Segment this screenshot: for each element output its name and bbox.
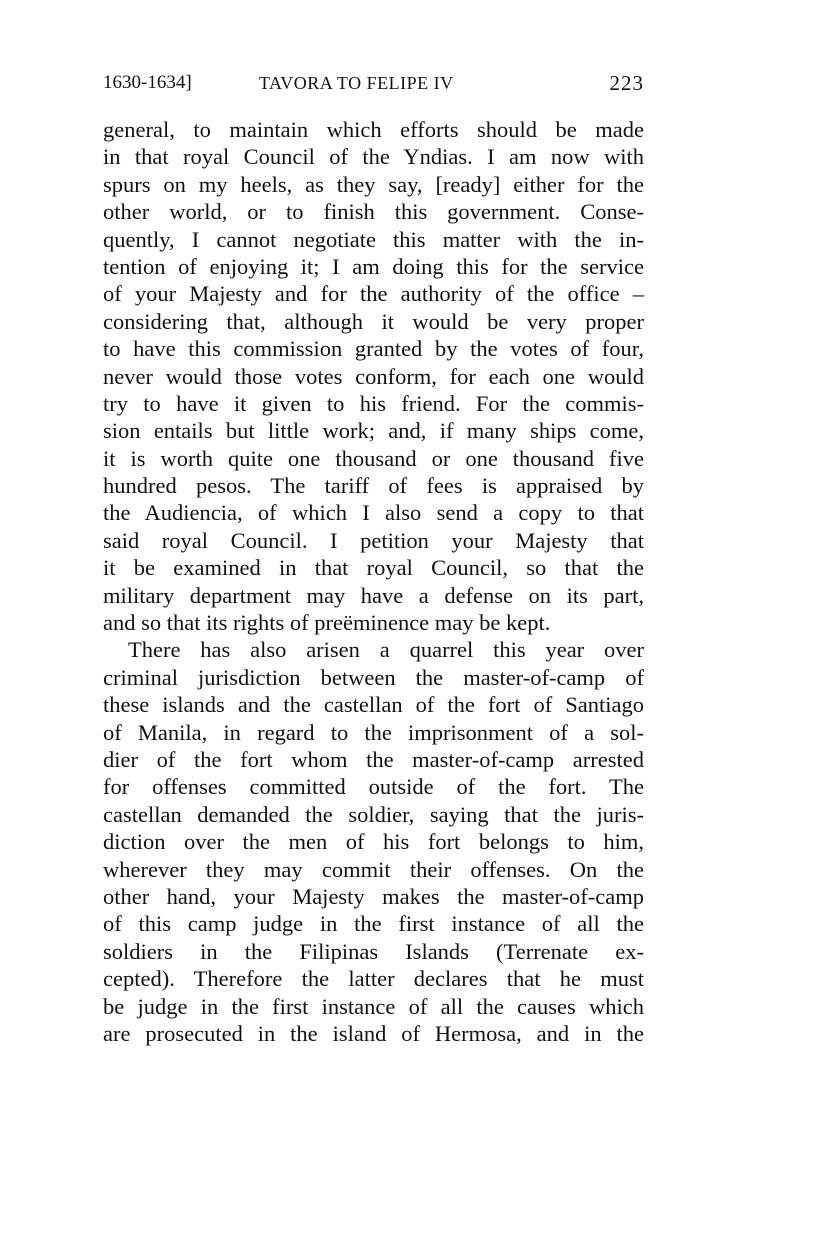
- text-line: the Audiencia, of which I also send a copy to that: [103, 500, 644, 526]
- text-line: spurs on my heels, as they say, [ready] either for the: [103, 171, 644, 197]
- text-line: wherever they may commit their offenses. On the: [103, 856, 644, 882]
- text-line: military department may have a defense on its part,: [103, 582, 644, 608]
- text-line: sion entails but little work; and, if many ships come,: [103, 418, 644, 444]
- text-line: for offenses committed outside of the fort. The: [103, 774, 644, 800]
- text-line: are prosecuted in the island of Hermosa, and in the: [103, 1020, 644, 1046]
- text-line: of your Majesty and for the authority of the office –: [103, 281, 644, 307]
- text-line: never would those votes conform, for each one would: [103, 363, 644, 389]
- text-line: of Manila, in regard to the imprisonment of a sol-: [103, 719, 644, 745]
- text-line: considering that, although it would be very proper: [103, 308, 644, 334]
- body-text: [103, 116, 644, 1047]
- text-line: these islands and the castellan of the fort of Santiago: [103, 692, 644, 718]
- text-line: other hand, your Majesty makes the master-of-camp: [103, 883, 644, 909]
- text-line: it be examined in that royal Council, so that the: [103, 555, 644, 581]
- text-line: other world, or to finish this government. Conse-: [103, 199, 644, 225]
- text-line: be judge in the first instance of all the causes which: [103, 993, 644, 1019]
- text-line: and so that its rights of preëminence may be kept.: [103, 610, 551, 636]
- text-line: There has also arisen a quarrel this year over: [128, 637, 644, 663]
- text-line: castellan demanded the soldier, saying that the juris-: [103, 801, 644, 827]
- text-line: of this camp judge in the first instance of all the: [103, 911, 644, 937]
- running-head-title: TAVORA TO FELIPE IV: [259, 73, 454, 93]
- text-line: quently, I cannot negotiate this matter with the in-: [103, 226, 644, 252]
- text-line: soldiers in the Filipinas Islands (Terrenate ex-: [103, 938, 644, 964]
- running-head: [103, 68, 644, 98]
- text-line: criminal jurisdiction between the master-of-camp of: [103, 664, 644, 690]
- text-line: try to have it given to his friend. For the commis-: [103, 390, 644, 416]
- text-line: tention of enjoying it; I am doing this for the service: [103, 253, 644, 279]
- text-line: in that royal Council of the Yndias. I am now with: [103, 144, 644, 170]
- text-line: dier of the fort whom the master-of-camp arrested: [103, 746, 644, 772]
- page-number: 223: [609, 71, 644, 95]
- text-line: hundred pesos. The tariff of fees is appraised by: [103, 473, 644, 499]
- running-head-dates: 1630-1634]: [103, 72, 192, 93]
- text-line: cepted). Therefore the latter declares that he must: [103, 966, 644, 992]
- text-line: it is worth quite one thousand or one thousand five: [103, 445, 644, 471]
- text-line: general, to maintain which efforts should be made: [103, 117, 644, 142]
- text-line: diction over the men of his fort belongs to him,: [103, 829, 644, 855]
- text-line: said royal Council. I petition your Majesty that: [103, 527, 644, 553]
- text-line: to have this commission granted by the votes of four,: [103, 336, 644, 362]
